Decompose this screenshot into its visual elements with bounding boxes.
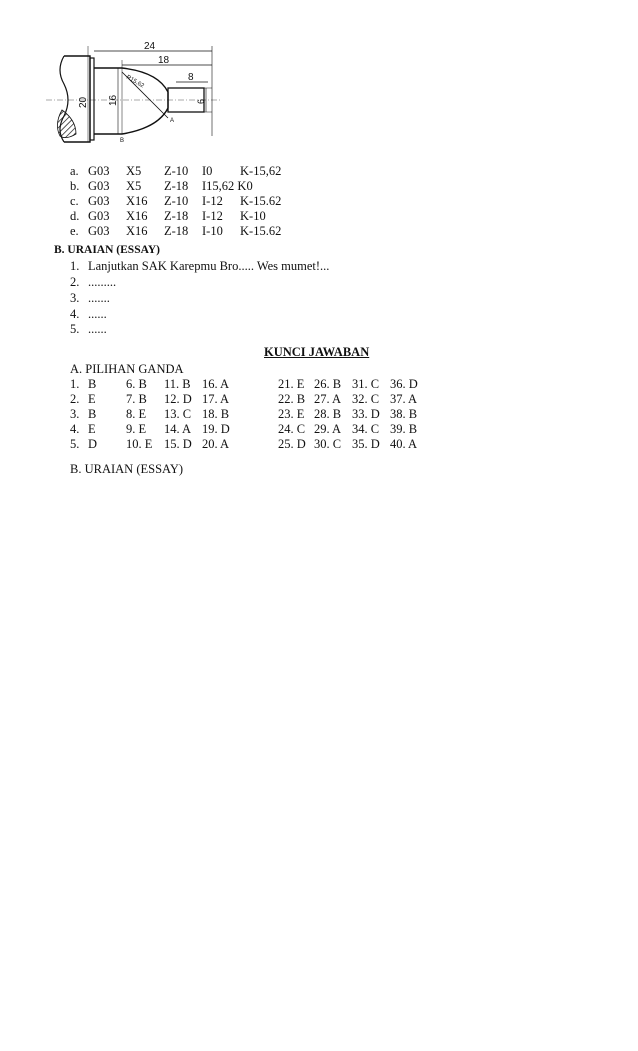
essay-heading: B. URAIAN (ESSAY)	[54, 244, 160, 256]
answer-key-section-a: A. PILIHAN GANDA	[70, 362, 184, 376]
dim-18-label: 18	[158, 55, 170, 66]
dim-radius-label: R15,62	[125, 74, 145, 90]
dim-20-label: 20	[78, 96, 89, 108]
answer-key-section-b: B. URAIAN (ESSAY)	[70, 462, 184, 476]
workpiece-drawing	[40, 38, 230, 150]
answer-key-title: KUNCI JAWABAN	[264, 345, 370, 359]
document-page: 24 18 8 20 16 6 R15,62 A B a. G03 X5 Z-10 I0 K-15,62 b. G03 X5 Z-18 I15,62 K0 c. G03 X16 Z-10 I-12 K-15.62 d. G03 X16 Z-18 I-12 K-10 e. G03 X16 Z-18 I-10 K-15.62 B. URAIAN (ESSAY) 1. Lanjutkan SAK Karepmu Bro..... Wes mumet!... 2. ......... 3. ....... 4. ...... 5. ...... KUNCI JAWABAN A. PILIHAN GANDA 1. B 6. B 11. B 16. A 21. E 26. B 31. C 36. D 2. E 7. B 12. D 17. A 22. B 27. A 32. C 37. A 3. B 8. E 13. C 18. B 23. E 28. B 33. D 38. B 4. E 9. E 14. A 19. D 24. C 29. A 34. C 39. B 5. D 10. E 15. D 20. A 25. D 30. C 35. D 40. A B. URAIAN (ESSAY)	[0, 0, 638, 1051]
dim-6-label: 6	[196, 98, 206, 104]
point-a-label: A	[170, 118, 175, 124]
point-b-label: B	[120, 138, 125, 144]
dim-24-label: 24	[144, 41, 156, 52]
dim-8-label: 8	[188, 72, 194, 83]
dim-16-label: 16	[108, 94, 119, 106]
